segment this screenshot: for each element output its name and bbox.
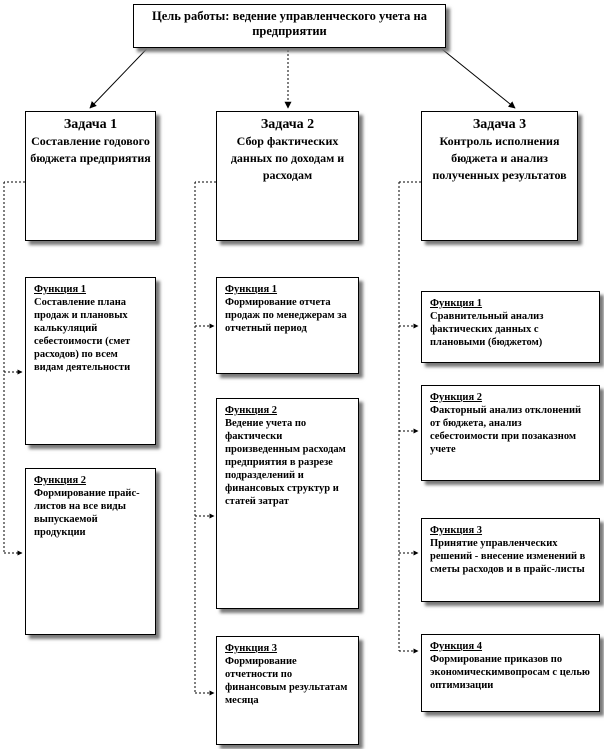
- function-text: Составление плана продаж и плановых калькуляций себестоимости (смет расходов) по всем видам деятельности: [34, 297, 131, 373]
- function-title: Функция 1: [225, 284, 278, 295]
- task-1-box: [25, 111, 156, 241]
- task-2-title: Задача 2: [260, 117, 315, 132]
- task-1-function-2-box: [25, 468, 156, 635]
- task-1-body: Составление годового бюджета предприятия: [30, 134, 151, 165]
- function-title: Функция 1: [430, 298, 483, 309]
- task-1-function-1-box: [25, 277, 156, 445]
- task-1-title: Задача 1: [63, 117, 118, 132]
- function-title: Функция 1: [34, 284, 87, 295]
- function-text: Формирование отчетности по финансовым результатам месяца: [225, 656, 348, 706]
- task-2-function-1-box: [216, 277, 359, 374]
- task-3-box: [421, 111, 578, 241]
- function-text: Факторный анализ отклонений от бюджета, анализ себестоимости при позаказном учете: [430, 405, 582, 455]
- function-title: Функция 2: [225, 405, 278, 416]
- task-2-connectors: [195, 182, 216, 693]
- function-text: Формирование отчета продаж по менеджерам за отчетный период: [225, 297, 347, 334]
- function-title: Функция 3: [430, 525, 483, 536]
- task-2-function-3-box: [216, 636, 359, 745]
- function-title: Функция 2: [430, 392, 483, 403]
- function-text: Принятие управленческих решений - внесение изменений в сметы расходов и в прайс-листы: [430, 538, 586, 575]
- task-3-connectors: [399, 182, 421, 651]
- function-text: Сравнительный анализ фактических данных с плановыми (бюджетом): [430, 311, 544, 348]
- task-3-function-3-box: [421, 518, 600, 602]
- task-1-connectors: [4, 182, 25, 553]
- task-3-title: Задача 3: [472, 117, 527, 132]
- function-text: Ведение учета по фактически произведенным расходам предприятия в разрезе подразделений и финансовых структур и статей затрат: [225, 418, 346, 507]
- goal-text: Цель работы: ведение управленческого учета на предприятии: [152, 9, 427, 38]
- function-text: Формирование прайс-листов на все виды выпускаемой продукции: [34, 488, 140, 538]
- task-3-function-4-box: [421, 634, 600, 712]
- task-3-function-1-box: [421, 291, 600, 363]
- task-3-body: Контроль исполнения бюджета и анализ полученных результатов: [432, 134, 567, 182]
- goal-box: [133, 4, 446, 48]
- function-title: Функция 3: [225, 643, 278, 654]
- task-3-function-2-box: [421, 385, 600, 481]
- function-text: Формирование приказов по экономическимвопросам с целью оптимизации: [430, 654, 590, 691]
- task-2-body: Сбор фактических данных по доходам и расходам: [230, 134, 345, 182]
- task-2-box: [216, 111, 359, 241]
- task-2-function-2-box: [216, 398, 359, 609]
- function-title: Функция 4: [430, 641, 483, 652]
- function-title: Функция 2: [34, 475, 87, 486]
